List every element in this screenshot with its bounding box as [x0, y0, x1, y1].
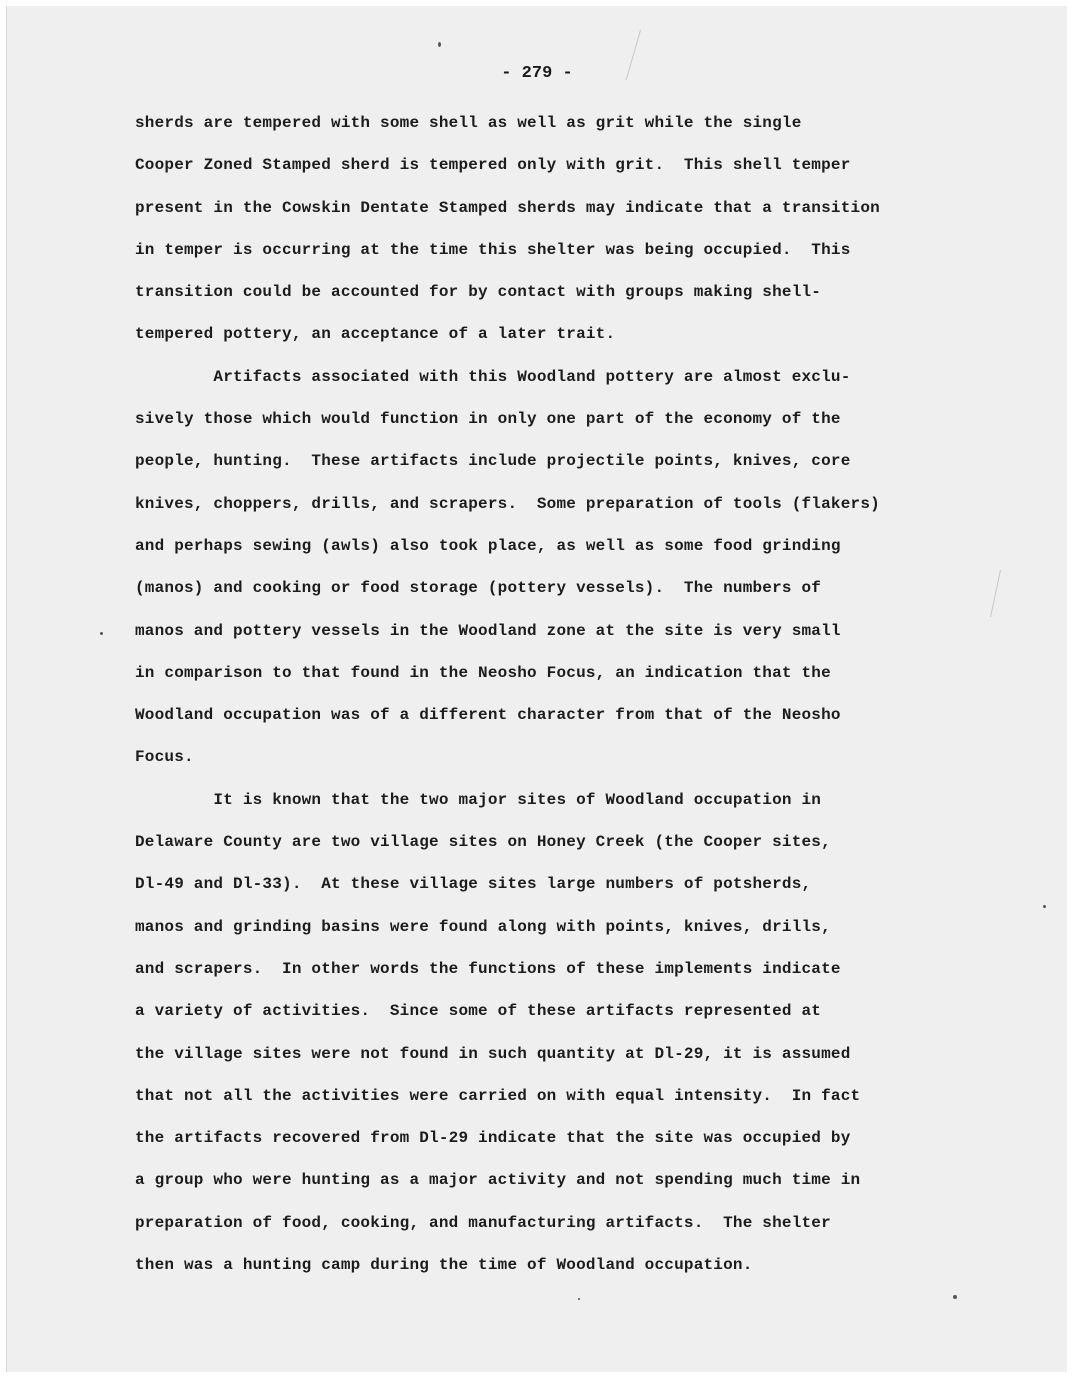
text-line: Cooper Zoned Stamped sherd is tempered only with grit. This shell temper	[135, 156, 851, 175]
text-line: a group who were hunting as a major activity and not spending much time in	[135, 1171, 861, 1190]
text-line: sively those which would function in only one part of the economy of the	[135, 410, 841, 429]
text-line: and perhaps sewing (awls) also took place, as well as some food grinding	[135, 536, 841, 555]
text-line: knives, choppers, drills, and scrapers. Some preparation of tools (flakers)	[135, 494, 880, 513]
text-line: a variety of activities. Since some of these artifacts represented at	[135, 1002, 822, 1021]
text-line: tempered pottery, an acceptance of a later trait.	[135, 325, 616, 344]
text-line: Dl-49 and Dl-33). At these village sites large numbers of potsherds,	[135, 875, 812, 894]
text-line: (manos) and cooking or food storage (pottery vessels). The numbers of	[135, 579, 822, 598]
text-line: in temper is occurring at the time this shelter was being occupied. This	[135, 240, 851, 259]
body-text	[135, 102, 965, 1286]
text-line: the village sites were not found in such quantity at Dl-29, it is assumed	[135, 1044, 851, 1063]
text-line: in comparison to that found in the Neosho Focus, an indication that the	[135, 663, 831, 682]
text-line: It is known that the two major sites of Woodland occupation in	[135, 790, 822, 809]
text-line: people, hunting. These artifacts include projectile points, knives, core	[135, 452, 851, 471]
text-line: that not all the activities were carried on with equal intensity. In fact	[135, 1086, 861, 1105]
text-line: manos and pottery vessels in the Woodland zone at the site is very small	[135, 621, 841, 640]
text-line: transition could be accounted for by contact with groups making shell-	[135, 283, 822, 302]
text-line: and scrapers. In other words the functions of these implements indicate	[135, 959, 841, 978]
text-line: then was a hunting camp during the time of Woodland occupation.	[135, 1256, 753, 1275]
text-line: Focus.	[135, 748, 194, 767]
text-line: Woodland occupation was of a different character from that of the Neosho	[135, 706, 841, 725]
text-line: manos and grinding basins were found along with points, knives, drills,	[135, 917, 831, 936]
scan-speck	[1043, 905, 1046, 908]
scan-speck	[953, 1295, 957, 1299]
text-line: the artifacts recovered from Dl-29 indicate that the site was occupied by	[135, 1129, 851, 1148]
text-line: preparation of food, cooking, and manufacturing artifacts. The shelter	[135, 1213, 831, 1232]
scan-speck	[438, 42, 441, 47]
scan-speck	[100, 632, 103, 635]
text-line: present in the Cowskin Dentate Stamped sherds may indicate that a transition	[135, 198, 880, 217]
text-line: Artifacts associated with this Woodland pottery are almost exclu-	[135, 367, 851, 386]
text-line: Delaware County are two village sites on Honey Creek (the Cooper sites,	[135, 833, 831, 852]
page-number: - 279 -	[501, 64, 573, 83]
scan-speck	[578, 1298, 580, 1300]
text-line: sherds are tempered with some shell as well as grit while the single	[135, 114, 802, 132]
